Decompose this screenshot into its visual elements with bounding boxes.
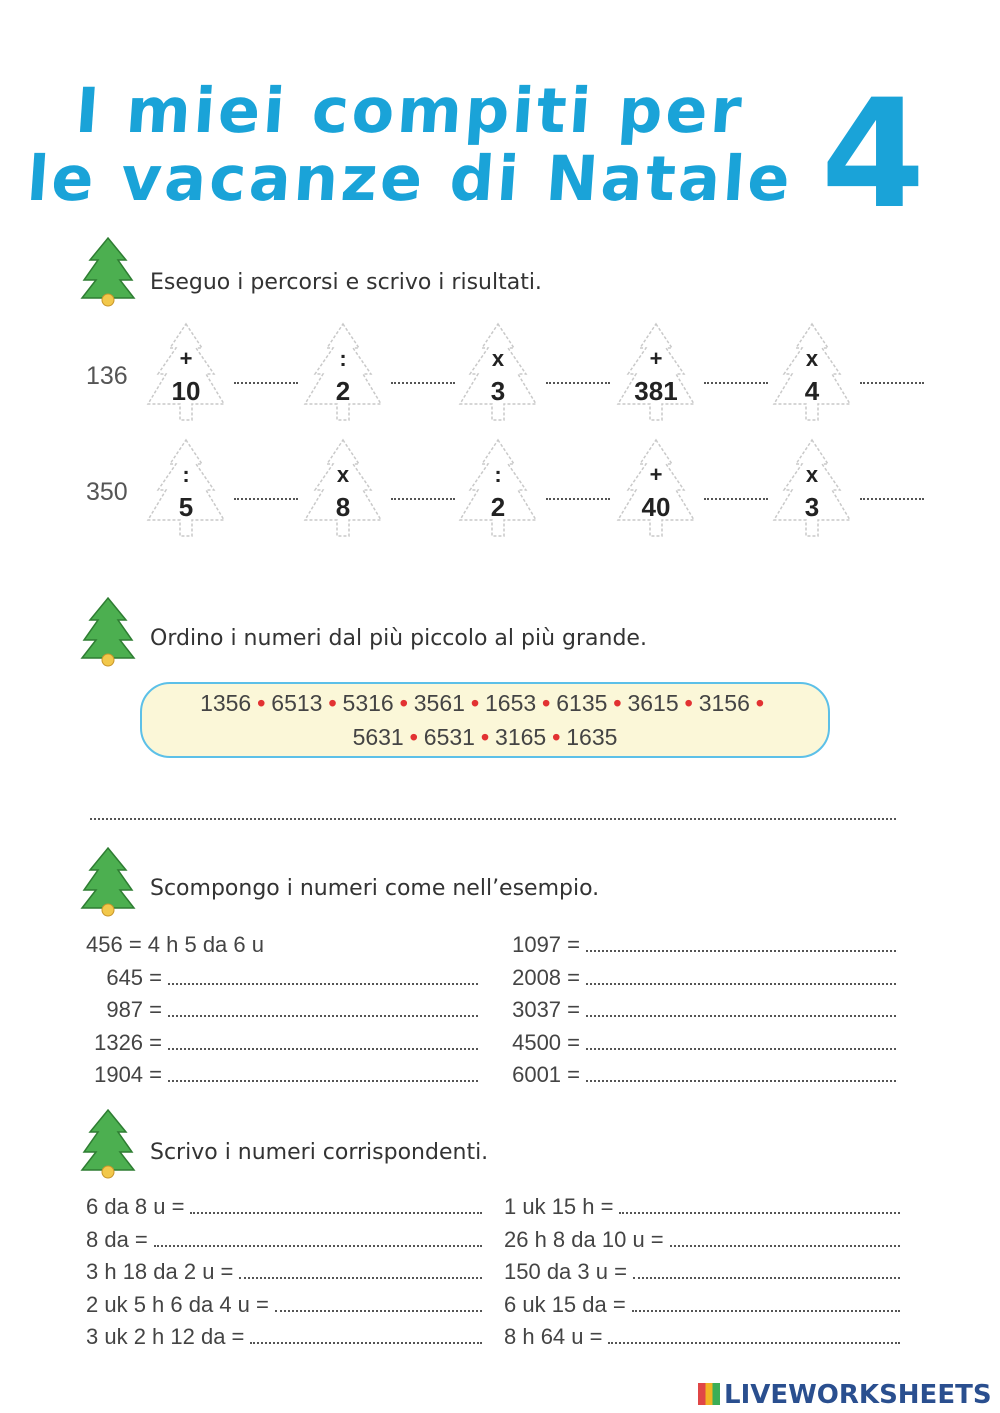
answer-row: [504, 1062, 896, 1088]
number-item: 6135: [556, 690, 608, 716]
operation-tree: [614, 436, 698, 548]
separator-dot: •: [470, 690, 479, 716]
number-item: 1635: [566, 724, 618, 750]
operation-tree: [770, 436, 854, 548]
row-label: 1 uk 15 h =: [504, 1194, 614, 1219]
number-item: 1356: [200, 690, 252, 716]
answer-row: [86, 1292, 482, 1318]
row-label: 2008 =: [512, 964, 580, 990]
answer-row: [86, 997, 478, 1023]
separator-dot: •: [613, 690, 622, 716]
operation-value: 4: [804, 376, 820, 406]
number-item: 6531: [423, 724, 475, 750]
answer-row: [86, 965, 478, 991]
operation-tree: [144, 436, 228, 548]
operation-symbol: x: [805, 462, 819, 487]
row-label: 1904 =: [94, 1062, 162, 1087]
result-blank[interactable]: [704, 380, 768, 384]
answer-row: [504, 1194, 900, 1220]
separator-dot: •: [257, 690, 266, 716]
operation-symbol: :: [494, 462, 502, 487]
operation-value: 3: [490, 376, 506, 406]
row-label: 645 =: [106, 964, 162, 990]
operation-value: 5: [178, 492, 194, 522]
number-item: 3615: [627, 690, 679, 716]
answer-field[interactable]: [168, 1064, 478, 1082]
liveworksheets-logo: [698, 1380, 992, 1410]
number-item: 6513: [271, 690, 323, 716]
row-label: 26 h 8 da 10 u =: [504, 1226, 664, 1252]
result-blank[interactable]: [546, 380, 610, 384]
row-label: 2 uk 5 h 6 da 4 u =: [86, 1291, 269, 1317]
answer-field[interactable]: [632, 1294, 900, 1312]
result-blank[interactable]: [704, 496, 768, 500]
result-blank[interactable]: [391, 496, 455, 500]
number-item: 3156: [698, 690, 750, 716]
answer-row: [86, 1324, 482, 1350]
operation-tree: [770, 320, 854, 432]
answer-row: [504, 1030, 896, 1056]
title-line-2: le vacanze di Natale: [24, 142, 796, 215]
row-label: 1326 =: [94, 1029, 162, 1055]
answer-row: [504, 1259, 900, 1285]
result-blank[interactable]: [860, 496, 924, 500]
operation-symbol: :: [339, 346, 347, 371]
answer-row: [504, 1227, 900, 1253]
operation-value: 3: [804, 492, 820, 522]
answer-row: [86, 1062, 478, 1088]
operation-symbol: +: [179, 346, 193, 371]
answer-row: [86, 1194, 482, 1220]
brand-label: LIVEWORKSHEETS: [724, 1380, 992, 1410]
number-item: 5316: [342, 690, 394, 716]
operation-value: 2: [335, 376, 351, 406]
separator-dot: •: [409, 724, 418, 750]
answer-field[interactable]: [250, 1326, 482, 1344]
title-line-1: I miei compiti per: [73, 74, 747, 147]
row-label: 6 uk 15 da =: [504, 1291, 626, 1317]
answer-row: [504, 997, 896, 1023]
row-label: 3 uk 2 h 12 da =: [86, 1324, 245, 1349]
answer-field[interactable]: [586, 967, 896, 985]
row-label: 6001 =: [512, 1062, 580, 1087]
answer-row: [504, 965, 896, 991]
result-blank[interactable]: [391, 380, 455, 384]
section2-instruction: Ordino i numeri dal più piccolo al più grande.: [150, 626, 647, 651]
operation-tree: [614, 320, 698, 432]
answer-row: [86, 1259, 482, 1285]
answer-field[interactable]: [586, 1064, 896, 1082]
numbers-row-1: [142, 690, 828, 717]
row-label: 150 da 3 u =: [504, 1259, 627, 1284]
worksheet-number: 4: [820, 68, 926, 242]
operation-symbol: x: [336, 462, 350, 487]
answer-field[interactable]: [586, 1032, 896, 1050]
number-item: 5631: [352, 724, 404, 750]
result-blank[interactable]: [234, 496, 298, 500]
row-label: 3 h 18 da 2 u =: [86, 1259, 234, 1284]
separator-dot: •: [684, 690, 693, 716]
section3-instruction: Scompongo i numeri come nell’esempio.: [150, 876, 600, 901]
operation-tree: [456, 436, 540, 548]
row-label: 987 =: [106, 997, 162, 1022]
christmas-tree-icon: [80, 846, 136, 918]
answer-field[interactable]: [168, 999, 478, 1017]
operation-value: 381: [634, 376, 678, 406]
result-blank[interactable]: [860, 380, 924, 384]
section1-instruction: Eseguo i percorsi e scrivo i risultati.: [150, 270, 542, 295]
number-item: 1653: [485, 690, 537, 716]
operation-value: 40: [641, 492, 671, 522]
answer-field[interactable]: [586, 934, 896, 952]
answer-field[interactable]: [154, 1229, 482, 1247]
row-label: 4500 =: [512, 1029, 580, 1055]
operation-symbol: +: [649, 346, 663, 371]
answer-row: [504, 932, 896, 958]
row-label: 456 = 4 h 5 da 6 u: [86, 932, 264, 957]
operation-symbol: x: [805, 346, 819, 371]
operation-symbol: :: [182, 462, 190, 487]
answer-field[interactable]: [670, 1229, 900, 1247]
separator-dot: •: [542, 690, 551, 716]
operation-tree: [456, 320, 540, 432]
operation-symbol: x: [491, 346, 505, 371]
separator-dot: •: [755, 690, 764, 716]
christmas-tree-icon: [80, 596, 136, 668]
separator-dot: •: [552, 724, 561, 750]
answer-field[interactable]: [619, 1196, 900, 1214]
result-blank[interactable]: [234, 380, 298, 384]
answer-field[interactable]: [190, 1196, 482, 1214]
row-label: 6 da 8 u =: [86, 1194, 185, 1219]
numbers-row-2: [142, 724, 828, 751]
answer-field[interactable]: [608, 1326, 900, 1344]
answer-row: [504, 1292, 900, 1318]
answer-row: [86, 932, 478, 958]
operation-value: 2: [490, 492, 506, 522]
logo-icon: [698, 1383, 720, 1405]
order-answer-field[interactable]: [90, 818, 896, 820]
numbers-box: [140, 682, 830, 758]
operation-tree: [301, 320, 385, 432]
answer-field[interactable]: [586, 999, 896, 1017]
christmas-tree-icon: [80, 1108, 136, 1180]
operation-tree: [301, 436, 385, 548]
path-start-number: 136: [86, 362, 128, 390]
answer-field[interactable]: [168, 1032, 478, 1050]
path-start-number: 350: [86, 478, 128, 506]
answer-field[interactable]: [633, 1261, 900, 1279]
answer-field[interactable]: [239, 1261, 482, 1279]
row-label: 8 h 64 u =: [504, 1324, 603, 1349]
operation-value: 8: [335, 492, 351, 522]
answer-field[interactable]: [275, 1294, 482, 1312]
row-label: 1097 =: [512, 932, 580, 957]
answer-row: [86, 1030, 478, 1056]
operation-value: 10: [171, 376, 201, 406]
answer-field[interactable]: [168, 967, 478, 985]
result-blank[interactable]: [546, 496, 610, 500]
christmas-tree-icon: [80, 236, 136, 308]
operation-symbol: +: [649, 462, 663, 487]
number-item: 3561: [413, 690, 465, 716]
separator-dot: •: [328, 690, 337, 716]
row-label: 8 da =: [86, 1226, 148, 1252]
answer-row: [86, 1227, 482, 1253]
number-item: 3165: [495, 724, 547, 750]
separator-dot: •: [480, 724, 490, 750]
answer-row: [504, 1324, 900, 1350]
row-label: 3037 =: [512, 997, 580, 1022]
operation-tree: [144, 320, 228, 432]
separator-dot: •: [399, 690, 408, 716]
section4-instruction: Scrivo i numeri corrispondenti.: [150, 1140, 489, 1165]
